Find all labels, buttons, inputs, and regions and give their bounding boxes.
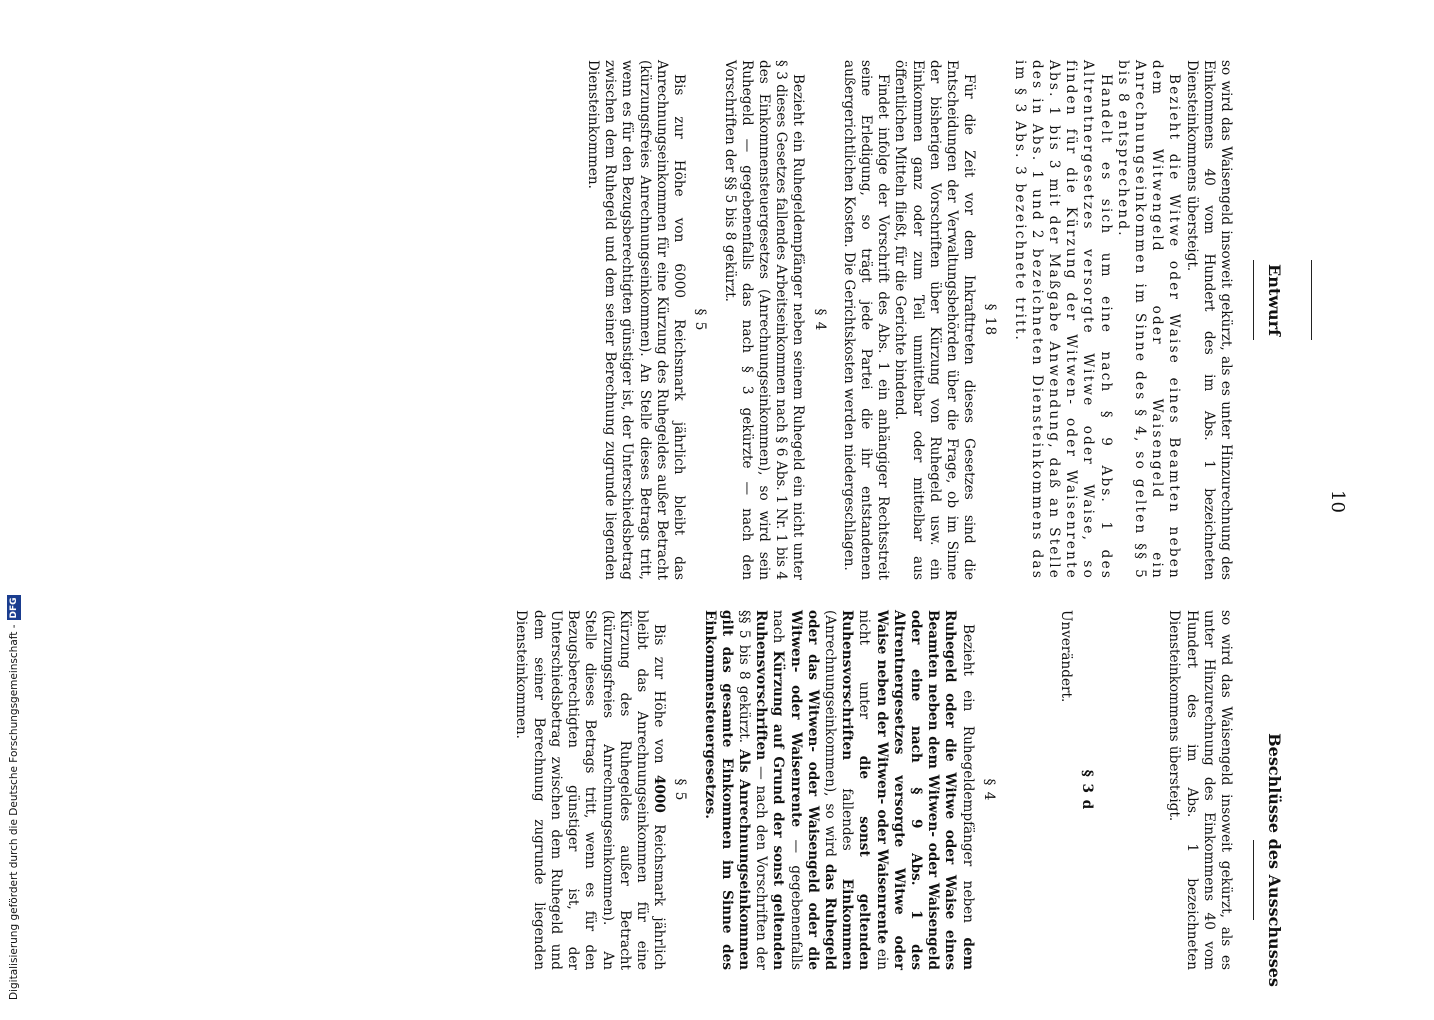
text-run-bold: Einkommen [839,878,856,970]
text-run-bold: das Ruhegeld oder das Witwen- oder Waisengeld oder die Witwen- oder Waisenrente [787,610,838,971]
dfg-logo: DFG [9,597,19,619]
section-heading-5: § 5 [672,778,689,802]
draft-paragraph: Handelt es sich um eine nach § 9 Abs. 1 des Altrentnergesetzes versorgte Witwe oder Waise, so finden für die Kürzung der Witwen- oder Waisenrente Abs. 1 bis 3 mit der Maßgabe Anwendung, daß an Stelle des in Abs. 1 und 2 bezeichneten Diensteinkommens das im § 3 Abs. 3 bezeichnete tritt. [1011,60,1114,580]
section-heading-4: § 4 [980,778,997,802]
credit-text: Digitalisierung gefördert durch die Deutsche Forschungsgemeinschaft - [8,624,20,1000]
draft-paragraph: so wird das Waisengeld insoweit gekürzt, als es unter Hinzurechnung des Einkommens 40 vom Hundert des im Abs. 1 bezeichneten Diensteinkommens übersteigt. [1183,60,1234,580]
text-run: — gegebenenfalls nach [770,610,804,970]
draft-paragraph: Bis zur Höhe von 6000 Reichsmark jährlich bleibt das Anrechnungseinkommen für eine Kürzung des Ruhegeldes außer Betracht (kürzungsfreies Anrechnungseinkommen). An Stelle dieses Betrags tritt, wenn es für den Bezugsberechtigten günstiger ist, der Unterschiedsbetrag zwischen dem Ruhegeld und dem seiner Berechnung zugrunde liegenden Diensteinkommen. [585,60,688,580]
column-draft [584,60,1234,580]
text-run: fallendes [839,760,856,879]
header-left: Entwurf [1265,264,1284,336]
text-run: Bezieht ein Ruhegeldempfänger neben [959,624,976,938]
text-run-bold: Als Anrechnungseinkommen gilt das gesamte Einkommen im Sinne des Einkommensteuergesetzes. [701,610,752,970]
section-3d-label: § 3 d [1079,769,1096,811]
section-heading-4: § 4 [811,308,828,332]
column-committee [512,610,1234,970]
header-left-rule-bottom [1253,260,1254,340]
text-run-bold: dem Ruhegeld oder die Witwe oder Waise eines Beamten neben dem Witwen- oder Waisengeld oder eine nach § 9 Abs. 1 des Altrentnergesetzes versorgte Witwe oder Waise neben der Witwen- oder Waisenrente [873,610,976,970]
page-number: 10 [1327,490,1348,513]
draft-paragraph: Für die Zeit vor dem Inkrafttreten dieses Gesetzes sind die Entscheidungen der Verwaltungsbehörden über die Frage, ob im Sinne der bisherigen Vorschriften über Kürzung von Ruhegeld usw. ein Einkommen ganz oder zum Teil unmittelbar oder mittelbar aus öffentlichen Mitteln fließt, für die Gerichte bindend. [892,60,978,580]
draft-paragraph: Bezieht die Witwe oder Waise eines Beamten neben dem Witwengeld oder Waisengeld ein Anrechnungseinkommen im Sinne des § 4, so gelten §§ 5 bis 8 entsprechend. [1114,60,1183,580]
credit-line [0,597,28,1000]
text-run-bold: 4000 [651,774,668,813]
text-run-bold: Kürzung auf Grund der sonst geltenden Ruhensvorschriften [753,610,787,970]
text-run: — nach den Vorschriften der §§ 5 bis 8 gekürzt. [735,610,770,970]
text-run: Bis zur Höhe von [651,624,668,775]
header-right-rule [1253,840,1254,920]
text-run: ein nicht unter [856,610,890,971]
draft-paragraph: Findet infolge der Vorschrift des Abs. 1 ein anhängiger Rechtsstreit seine Erledigung, so trägt jede Partei die ihr entstandenen außergerichtlichen Kosten. Die Gerichtskosten werden niedergeschlagen. [840,60,892,580]
committee-paragraph [700,610,975,970]
committee-paragraph [512,610,667,970]
text-run: (Anrechnungseinkommen), so wird [821,610,838,865]
section-heading-18: § 18 [982,303,999,337]
section-heading-5: § 5 [692,308,709,332]
section-heading-3d [1078,610,1095,970]
committee-paragraph: so wird das Waisengeld insoweit gekürzt, als es unter Hinzurechnung des Einkommens 40 vom Hundert des im Abs. 1 bezeichneten Diensteinkommens übersteigt. [1166,610,1234,970]
credit-strip [0,597,28,1000]
header-left-rule [1311,260,1312,340]
header-right: Beschlüsse des Ausschusses [1265,733,1284,987]
unchanged-note: Unverändert. [1057,610,1074,703]
text-run: Reichsmark jährlich bleibt das Anrechnungseinkommen für eine Kürzung des Ruhegeldes außer Betracht (kürzungsfreies Anrechnungseinkommen). An Stelle dieses Betrags tritt, wenn es für den Bezugsberechtigten günstiger ist, der Unterschiedsbetrag zwischen dem Ruhegeld und dem seiner Berechnung zugrunde liegenden Diensteinkommen. [513,610,668,970]
text-run-bold: die sonst geltenden Ruhensvorschriften [839,610,873,970]
draft-paragraph: Bezieht ein Ruhegeldempfänger neben seinem Ruhegeld ein nicht unter § 3 dieses Gesetzes fallendes Arbeitseinkommen nach § 6 Abs. 1 Nr. 1 bis 4 des Einkommensteuergesetzes (Anrechnungseinkommen), so wird sein Ruhegeld — gegebenenfalls das nach § 3 gekürzte — nach den Vorschriften der §§ 5 bis 8 gekürzt. [721,60,807,580]
